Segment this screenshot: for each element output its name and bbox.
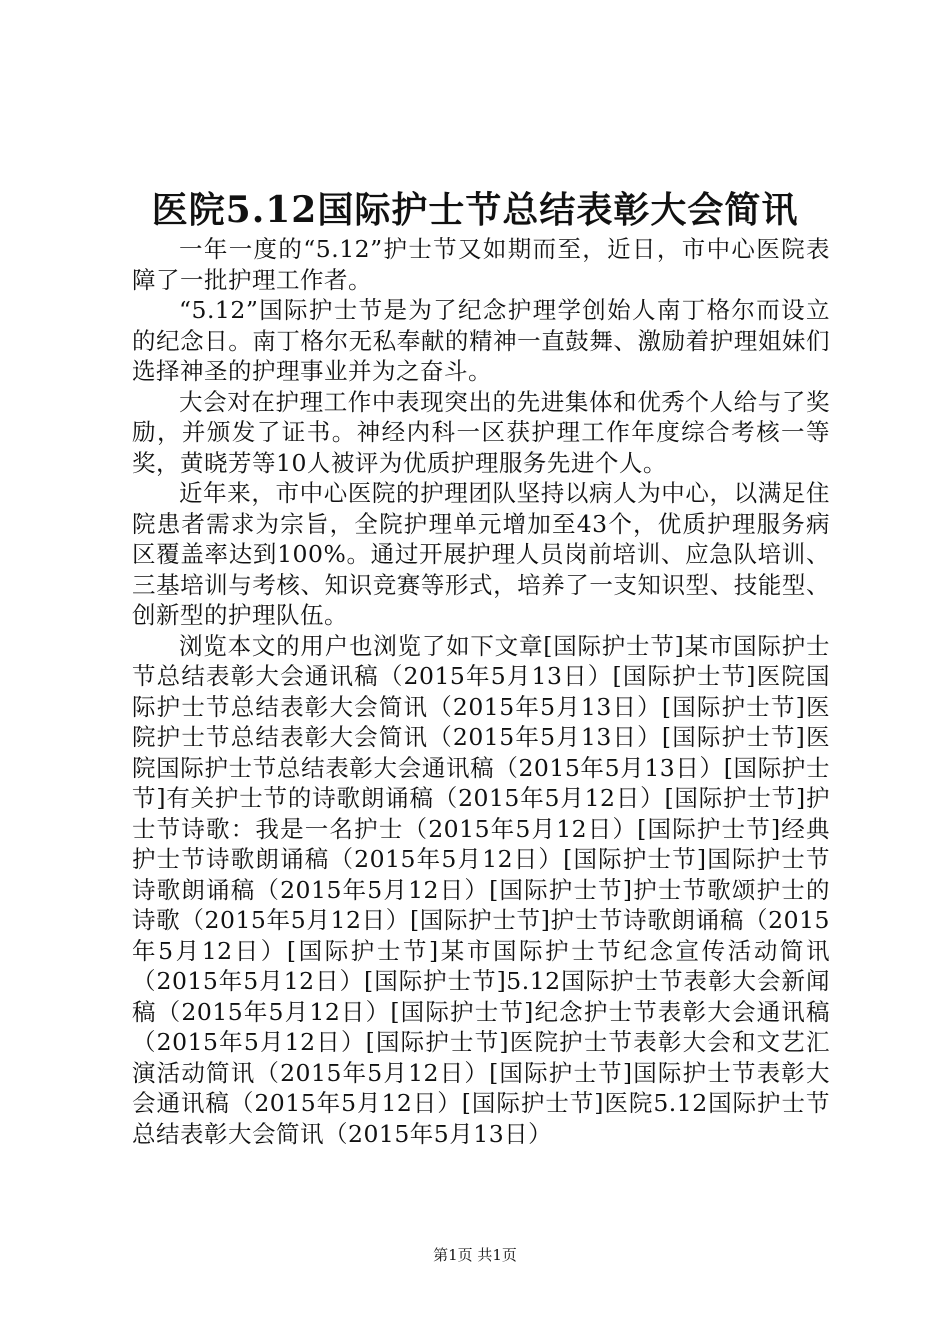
paragraph-awards: 大会对在护理工作中表现突出的先进集体和优秀个人给与了奖励，并颁发了证书。神经内科一区获护理工作年度综合考核一等奖，黄晓芳等10人被评为优质护理服务先进个人。	[132, 387, 830, 477]
paragraph-nursing-team: 近年来，市中心医院的护理团队坚持以病人为中心，以满足住院患者需求为宗旨，全院护理单元增加至43个，优质护理服务病区覆盖率达到100%。通过开展护理人员岗前培训、应急队培训、三基培训与考核、知识竞赛等形式，培养了一支知识型、技能型、创新型的护理队伍。	[132, 479, 830, 629]
page-footer: 第1页 共1页	[433, 1246, 517, 1264]
document-title: 医院5.12国际护士节总结表彰大会简讯	[151, 189, 799, 231]
paragraph-nightingale: “5.12”国际护士节是为了纪念护理学创始人南丁格尔而设立的纪念日。南丁格尔无私奉献的精神一直鼓舞、激励着护理姐妹们选择神圣的护理事业并为之奋斗。	[132, 296, 830, 385]
document-body	[132, 234, 830, 1149]
paragraph-related-articles: 浏览本文的用户也浏览了如下文章[国际护士节]某市国际护士节总结表彰大会通讯稿（2015年5月13日）[国际护士节]医院国际护士节总结表彰大会简讯（2015年5月13日）[国际护士节]医院护士节总结表彰大会简讯（2015年5月13日）[国际护士节]医院国际护士节总结表彰大会通讯稿（2015年5月13日）[国际护士节]有关护士节的诗歌朗诵稿（2015年5月12日）[国际护士节]护士节诗歌：我是一名护士（2015年5月12日）[国际护士节]经典护士节诗歌朗诵稿（2015年5月12日）[国际护士节]国际护士节诗歌朗诵稿（2015年5月12日）[国际护士节]护士节歌颂护士的诗歌（2015年5月12日）[国际护士节]护士节诗歌朗诵稿（2015年5月12日）[国际护士节]某市国际护士节纪念宣传活动简讯（2015年5月12日）[国际护士节]5.12国际护士节表彰大会新闻稿（2015年5月12日）[国际护士节]纪念护士节表彰大会通讯稿（2015年5月12日）[国际护士节]医院护士节表彰大会和文艺汇演活动简讯（2015年5月12日）[国际护士节]国际护士节表彰大会通讯稿（2015年5月12日）[国际护士节]医院5.12国际护士节总结表彰大会简讯（2015年5月13日）	[132, 631, 830, 1148]
paragraph-intro: 一年一度的“5.12”护士节又如期而至，近日，市中心医院表障了一批护理工作者。	[132, 235, 830, 294]
